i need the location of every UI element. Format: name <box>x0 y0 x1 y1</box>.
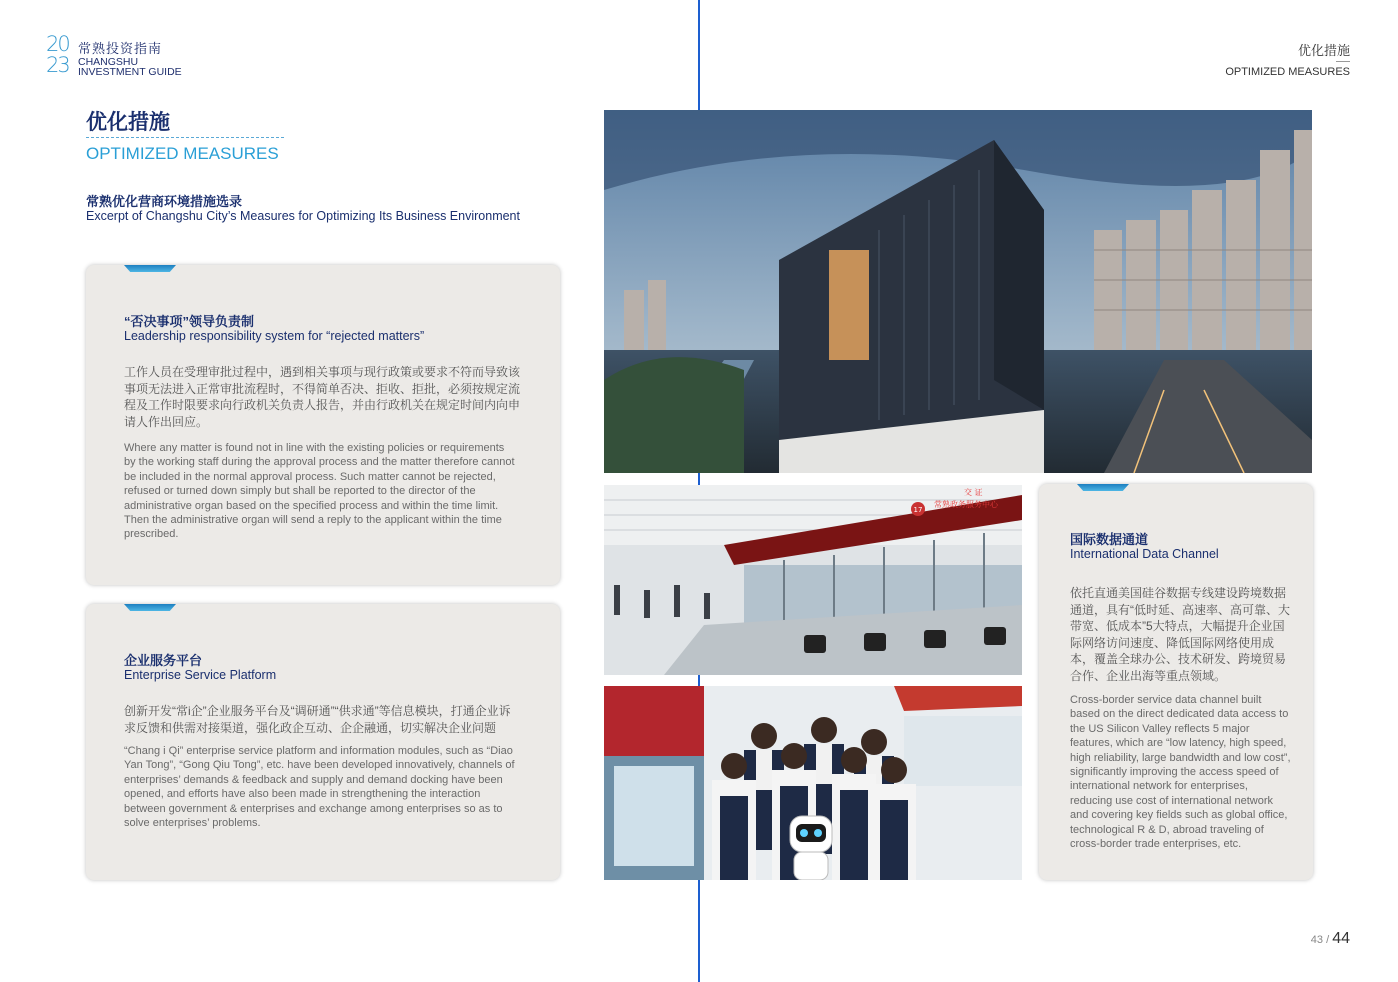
running-header-zh: 优化措施 <box>1297 43 1350 58</box>
photo-service-hall-counters <box>604 485 1022 675</box>
measure-card-data-channel <box>1039 484 1313 880</box>
card-tab-accent <box>124 265 176 272</box>
section-subtitle-zh: 常熟优化营商环境措施选录 <box>86 194 243 209</box>
card-body-en: “Chang i Qi” enterprise service platform and information modules, such as “Diao Yan Tong”, “Gong Qiu Tong”, etc. have been developed innovatively, channels of enterprises’ demands & feedback and supply and demand docking have been opened, and efforts have also been made in strengthening the interaction between government & enterprises and exchange among enterprises so as to solve enterprises’ problems. <box>124 745 515 830</box>
logo-subtitle-en: INVESTMENT GUIDE <box>78 66 182 78</box>
card-title-en: International Data Channel <box>1070 547 1219 561</box>
section-title-zh: 优化措施 <box>86 111 170 134</box>
section-title-en: OPTIMIZED MEASURES <box>86 144 279 163</box>
card-body-zh: 依托直通美国硅谷数据专线建设跨境数据通道，具有“低时延、高速率、高可靠、大带宽、低成本”5大特点，大幅提升企业国际网络访问速度、降低国际网络使用成本，覆盖全球办公、技术研发、跨境贸易合作、企业出海等重点领域。 <box>1070 586 1290 683</box>
measure-card-enterprise-platform <box>86 604 560 880</box>
card-body-en: Where any matter is found not in line with the existing policies or requirements by the working staff during the approval process and the matter therefore cannot be included in the normal approval process. Such matter cannot be rejected, refused or turned down simply but shall be reported to the director of the administrative organ based on the specified process and within the time limit. Then the administrative organ will send a reply to the applicant within the time prescribed. <box>124 442 515 541</box>
page-number: 43 / 44 <box>1310 930 1350 947</box>
card-tab-accent <box>1077 484 1129 491</box>
svg-text:常熟政务服务中心: 常熟政务服务中心 <box>934 500 998 509</box>
card-body-zh: 创新开发“常i企”企业服务平台及“调研通”“供求通”等信息模块，打通企业诉求反馈和供需对接渠道，强化政企互动、企企融通，切实解决企业问题 <box>124 704 511 735</box>
logo-year: 20 23 <box>46 32 69 77</box>
card-title-en: Enterprise Service Platform <box>124 668 277 682</box>
title-divider <box>86 137 284 138</box>
photo-staff-with-robot <box>604 686 1022 880</box>
running-header-rule <box>1336 61 1350 62</box>
card-title-zh: 国际数据通道 <box>1070 532 1149 547</box>
section-subtitle-en: Excerpt of Changshu City’s Measures for Optimizing Its Business Environment <box>86 209 520 223</box>
card-title-en: Leadership responsibility system for “rejected matters” <box>124 329 425 343</box>
card-body-zh: 工作人员在受理审批过程中，遇到相关事项与现行政策或要求不符而导致该事项无法进入正常审批流程时，不得简单否决、拒收、拒批，必须按规定流程及工作时限要求向行政机关负责人报告，并由行政机关在规定时间内向申请人作出回应。 <box>124 365 521 429</box>
photo-service-center-building <box>604 110 1312 473</box>
card-tab-accent <box>124 604 176 611</box>
logo-title-en: CHANGSHU <box>78 56 139 68</box>
svg-text:交 证: 交 证 <box>964 488 983 497</box>
measure-card-rejected-matters <box>86 265 560 585</box>
logo-title-zh: 常熟投资指南 <box>78 41 163 56</box>
running-header-en: OPTIMIZED MEASURES <box>1225 66 1350 78</box>
card-title-zh: “否决事项”领导负责制 <box>124 314 255 329</box>
svg-text:17: 17 <box>913 506 923 514</box>
card-title-zh: 企业服务平台 <box>124 653 203 668</box>
card-body-en: Cross-border service data channel built based on the direct dedicated data access to the US Silicon Valley reflects 5 major features, which are “low latency, high speed, high reliability, large bandwidth and low cost”, significantly improving the access speed of international network for enterprises, reducing use cost of international network and covering key fields such as global office, technological R & D, abroad traveling of cross-border trade enterprises, etc. <box>1070 694 1291 851</box>
